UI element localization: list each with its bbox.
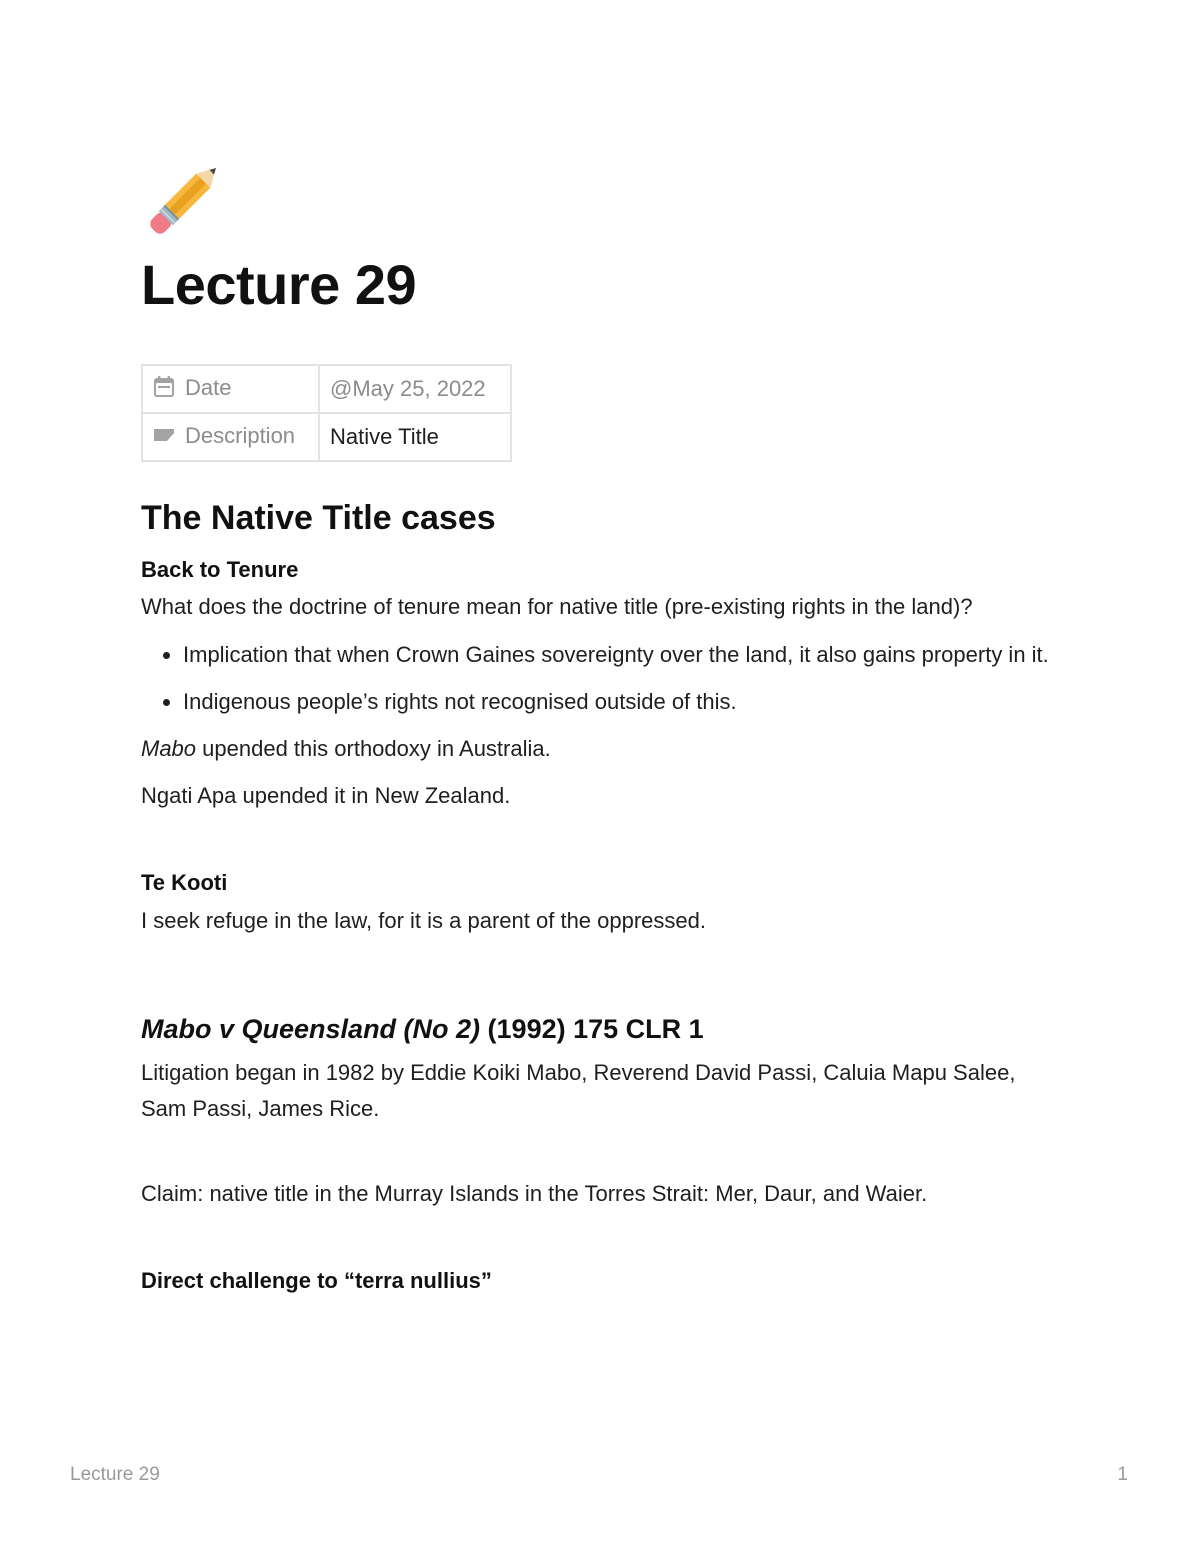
- spacer: [141, 825, 1061, 863]
- properties-table: [141, 364, 512, 462]
- property-value-cell[interactable]: [319, 413, 511, 461]
- case-heading: [141, 1008, 1061, 1051]
- property-name-cell: [142, 365, 319, 413]
- subheading-te-kooti: Te Kooti: [141, 870, 228, 896]
- property-name: Description: [185, 422, 296, 448]
- subheading-direct-challenge: Direct challenge to “terra nullius”: [141, 1267, 492, 1293]
- spacer: [141, 950, 1061, 1008]
- paragraph-text: upended this orthodoxy in Australia.: [196, 736, 551, 762]
- date-value[interactable]: @May 25, 2022: [330, 376, 486, 401]
- spacer: [141, 1138, 1061, 1176]
- pencil-icon: [142, 152, 232, 242]
- property-value-cell[interactable]: [319, 365, 511, 413]
- section-heading: The Native Title cases: [141, 499, 496, 537]
- bullet-list: [141, 637, 1061, 719]
- list-item: • Indigenous people’s rights not recognised outside of this.: [183, 684, 1061, 719]
- property-row-description: [142, 413, 511, 461]
- paragraph-quote: I seek refuge in the law, for it is a parent of the oppressed.: [141, 908, 706, 934]
- page-content: [141, 496, 1061, 1301]
- case-name-italic: Mabo: [141, 736, 197, 762]
- page-number: 1: [1117, 1464, 1128, 1485]
- calendar-icon: [153, 376, 175, 404]
- case-name-italic: Mabo v Queensland (No 2): [141, 1014, 481, 1045]
- spacer: [141, 1223, 1061, 1261]
- paragraph-ngati: Ngati Apa upended it in New Zealand.: [141, 783, 511, 809]
- subheading-back-to-tenure: Back to Tenure: [141, 556, 299, 582]
- property-row-date: [142, 365, 511, 413]
- property-name-cell: [142, 413, 319, 461]
- paragraph-claim: Claim: native title in the Murray Islands in the Torres Strait: Mer, Daur, and Waier.: [141, 1180, 928, 1206]
- page-title: Lecture 29: [141, 253, 417, 316]
- paragraph-question: What does the doctrine of tenure mean for native title (pre-existing rights in the land)?: [141, 594, 973, 620]
- paragraph-litigation: Litigation began in 1982 by Eddie Koiki Mabo, Reverend David Passi, Caluia Mapu Salee, Sam Passi, James Rice.: [141, 1060, 1016, 1121]
- footer-title: Lecture 29: [70, 1464, 160, 1485]
- property-name: Date: [185, 374, 232, 400]
- list-item: • Implication that when Crown Gaines sovereignty over the land, it also gains property in it.: [183, 637, 1061, 672]
- description-value[interactable]: Native Title: [330, 424, 439, 449]
- text-icon: [153, 424, 175, 452]
- paragraph-mabo: [141, 731, 1061, 766]
- case-citation: (1992) 175 CLR 1: [480, 1014, 704, 1045]
